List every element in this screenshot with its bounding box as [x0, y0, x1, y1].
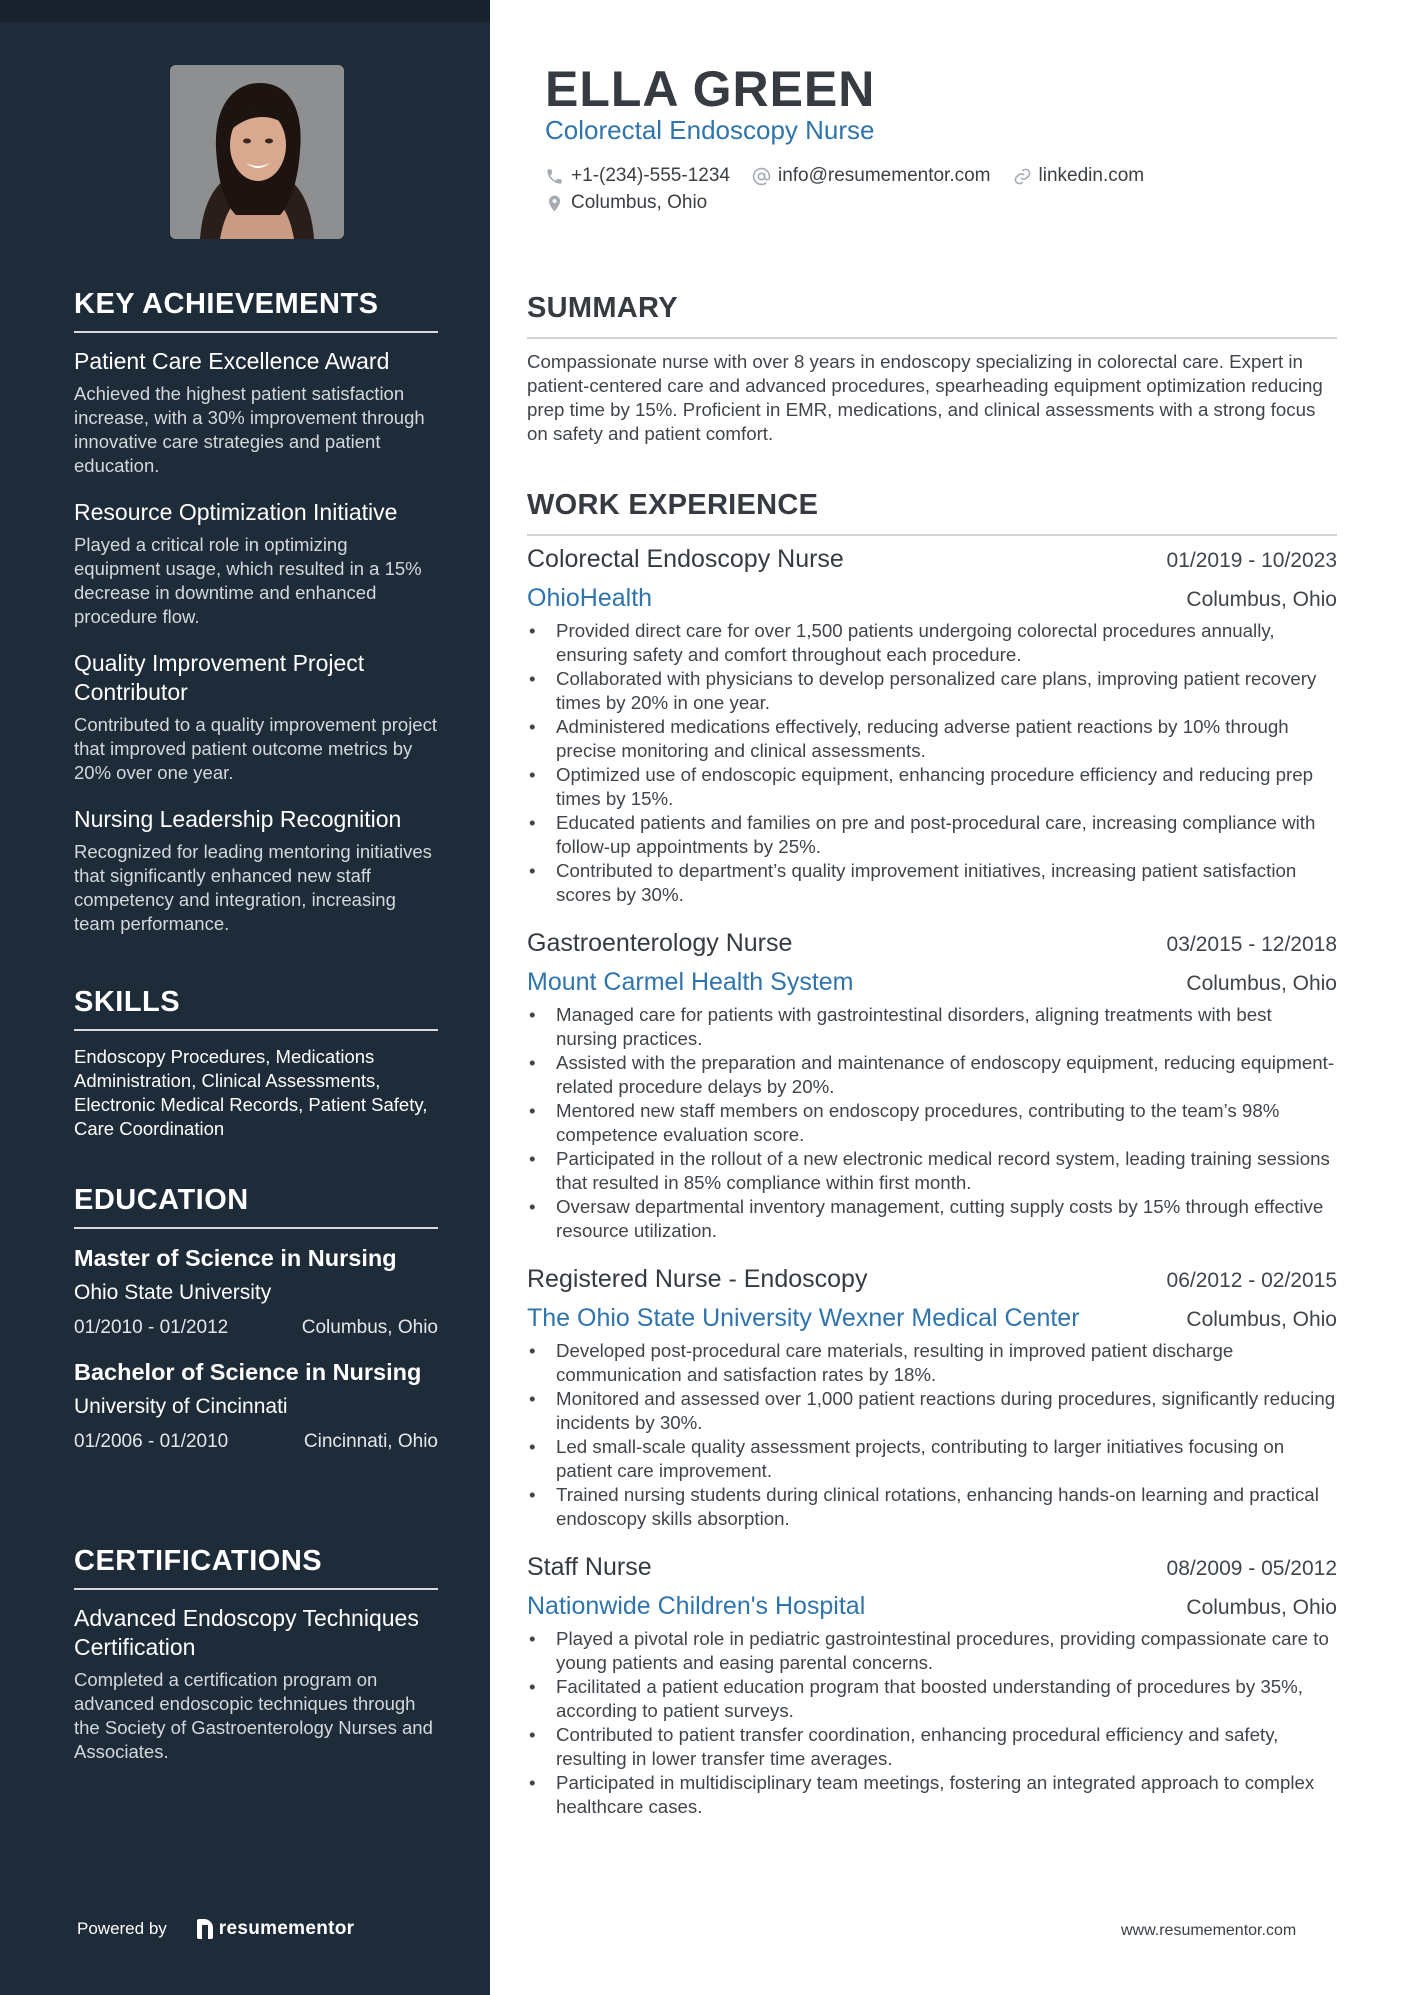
- footer-website-link[interactable]: www.resumementor.com: [1121, 1922, 1297, 1939]
- job-entry: [527, 929, 1337, 1243]
- education-dates: 01/2010 - 01/2012: [74, 1317, 229, 1338]
- profile-photo: [170, 65, 344, 239]
- education-school: University of Cincinnati: [74, 1395, 288, 1418]
- job-bullet: • Mentored new staff members on endoscopy procedures, contributing to the team’s 98% competence evaluation score.: [527, 1099, 1337, 1147]
- achievement-title: Patient Care Excellence Award: [74, 348, 390, 374]
- skills-list: Endoscopy Procedures, Medications Administration, Clinical Assessments, Electronic Medical Records, Patient Safety, Care Coordination: [74, 1046, 428, 1139]
- education-location: Columbus, Ohio: [301, 1317, 438, 1338]
- job-bullet: • Provided direct care for over 1,500 patients undergoing colorectal procedures annually, ensuring safety and comfort throughout each procedure.: [527, 619, 1337, 667]
- contact-location: [545, 192, 707, 214]
- contact-phone[interactable]: [545, 165, 730, 187]
- achievement-title: Resource Optimization Initiative: [74, 499, 398, 525]
- skills-heading: SKILLS: [74, 986, 438, 1031]
- education-degree: Master of Science in Nursing: [74, 1245, 397, 1271]
- job-bullet: • Assisted with the preparation and maintenance of endoscopy equipment, reducing equipment-related procedure delays by 20%.: [527, 1051, 1337, 1099]
- certifications-heading: CERTIFICATIONS: [74, 1545, 438, 1590]
- job-title: Registered Nurse - Endoscopy: [527, 1265, 868, 1293]
- job-bullet: • Contributed to department’s quality improvement initiatives, increasing patient satisfaction scores by 30%.: [527, 859, 1337, 907]
- job-bullet: • Collaborated with physicians to develop personalized care plans, improving patient recovery times by 20% in one year.: [527, 667, 1337, 715]
- job-location: Columbus, Ohio: [1186, 1596, 1337, 1619]
- sidebar-top-bar: [0, 0, 490, 22]
- job-dates: 03/2015 - 12/2018: [1166, 933, 1337, 956]
- job-dates: 08/2009 - 05/2012: [1166, 1557, 1337, 1580]
- key-achievements-section: [74, 288, 438, 956]
- job-bullet: • Optimized use of endoscopic equipment, enhancing procedure efficiency and reducing prep times by 15%.: [527, 763, 1337, 811]
- achievement-title: Quality Improvement Project Contributor: [74, 650, 365, 705]
- achievement-description: Recognized for leading mentoring initiatives that significantly enhanced new staff competency and integration, increasing team performance.: [74, 841, 432, 934]
- work-experience-heading: WORK EXPERIENCE: [527, 489, 1337, 536]
- certifications-section: [74, 1545, 438, 1784]
- job-bullet: • Played a pivotal role in pediatric gastrointestinal procedures, providing compassionate care to young patients and easing parental concerns.: [527, 1627, 1337, 1675]
- achievement-title: Nursing Leadership Recognition: [74, 806, 402, 832]
- job-dates: 06/2012 - 02/2015: [1166, 1269, 1337, 1292]
- education-section: [74, 1184, 438, 1471]
- job-location: Columbus, Ohio: [1186, 1308, 1337, 1331]
- job-bullet: • Monitored and assessed over 1,000 patient reactions during procedures, significantly reducing incidents by 30%.: [527, 1387, 1337, 1435]
- phone-text: +1-(234)-555-1234: [571, 165, 730, 186]
- job-bullets: [527, 1339, 1337, 1531]
- contact-location-row: [545, 192, 707, 214]
- job-bullet: • Developed post-procedural care materials, resulting in improved patient discharge communication and satisfaction rates by 18%.: [527, 1339, 1337, 1387]
- job-company: Nationwide Children's Hospital: [527, 1592, 866, 1620]
- job-company: OhioHealth: [527, 584, 653, 612]
- skills-section: [74, 986, 438, 1141]
- job-bullet: • Facilitated a patient education program that boosted understanding of procedures by 35%, according to patient surveys.: [527, 1675, 1337, 1723]
- job-bullet: • Oversaw departmental inventory management, cutting supply costs by 15% through effective resource utilization.: [527, 1195, 1337, 1243]
- job-bullets: [527, 1627, 1337, 1819]
- contact-row: [545, 165, 1144, 187]
- sidebar: [0, 0, 490, 1995]
- key-achievements-heading: KEY ACHIEVEMENTS: [74, 288, 438, 333]
- job-bullet: • Participated in the rollout of a new electronic medical record system, leading training sessions that resulted in 85% compliance within first month.: [527, 1147, 1337, 1195]
- education-degree: Bachelor of Science in Nursing: [74, 1359, 422, 1385]
- achievement-item: [74, 805, 438, 936]
- job-bullets: [527, 1003, 1337, 1243]
- summary-text: Compassionate nurse with over 8 years in endoscopy specializing in colorectal care. Expert in patient-centered care and advanced procedures, spearheading equipment optimization reducing prep time by 15%. Proficient in EMR, medications, and clinical assessments with a strong focus on safety and patient comfort.: [527, 351, 1323, 444]
- job-location: Columbus, Ohio: [1186, 588, 1337, 611]
- education-school: Ohio State University: [74, 1281, 272, 1304]
- job-bullet: • Led small-scale quality assessment projects, contributing to larger initiatives focusing on patient care improvement.: [527, 1435, 1337, 1483]
- job-title: Gastroenterology Nurse: [527, 929, 793, 957]
- candidate-role: Colorectal Endoscopy Nurse: [545, 115, 875, 145]
- powered-by-label: Powered by: [77, 1919, 167, 1938]
- job-bullet: • Contributed to patient transfer coordination, enhancing procedural efficiency and safety, resulting in lower transfer time averages.: [527, 1723, 1337, 1771]
- profile-photo-illustration: [170, 65, 344, 239]
- location-text: Columbus, Ohio: [571, 192, 708, 213]
- achievement-description: Played a critical role in optimizing equipment usage, which resulted in a 15% decrease in downtime and enhanced procedure flow.: [74, 534, 422, 627]
- powered-by: [77, 1918, 354, 1940]
- email-text: info@resumementor.com: [777, 165, 991, 186]
- link-icon: [1013, 167, 1032, 186]
- job-title: Colorectal Endoscopy Nurse: [527, 545, 844, 573]
- job-bullet: • Educated patients and families on pre and post-procedural care, increasing compliance with follow-up appointments by 25%.: [527, 811, 1337, 859]
- job-company: The Ohio State University Wexner Medical Center: [527, 1304, 1080, 1332]
- achievement-item: [74, 347, 438, 478]
- job-entry: [527, 1553, 1337, 1819]
- certification-title: Advanced Endoscopy Techniques Certification: [74, 1605, 419, 1660]
- brand-name: resumementor: [218, 1918, 355, 1939]
- education-location: Cincinnati, Ohio: [303, 1431, 438, 1452]
- education-heading: EDUCATION: [74, 1184, 438, 1229]
- achievement-description: Achieved the highest patient satisfaction increase, with a 30% improvement through innovative care strategies and patient education.: [74, 383, 425, 476]
- job-bullet: • Participated in multidisciplinary team meetings, fostering an integrated approach to complex healthcare cases.: [527, 1771, 1337, 1819]
- job-location: Columbus, Ohio: [1186, 972, 1337, 995]
- at-sign-icon: [752, 167, 771, 186]
- contact-email[interactable]: [752, 165, 991, 187]
- brand-logo-icon: [197, 1919, 213, 1939]
- achievement-item: [74, 498, 438, 629]
- achievement-item: [74, 649, 438, 785]
- job-bullet: • Managed care for patients with gastrointestinal disorders, aligning treatments with best nursing practices.: [527, 1003, 1337, 1051]
- job-entry: [527, 1265, 1337, 1531]
- phone-icon: [545, 167, 564, 186]
- job-entry: [527, 545, 1337, 907]
- contact-linkedin[interactable]: [1013, 165, 1145, 187]
- candidate-name: ELLA GREEN: [545, 61, 876, 117]
- summary-heading: SUMMARY: [527, 292, 1337, 339]
- certification-description: Completed a certification program on advanced endoscopic techniques through the Society of Gastroenterology Nurses and Associates.: [74, 1669, 433, 1762]
- education-item: [74, 1243, 438, 1339]
- education-dates: 01/2006 - 01/2010: [74, 1431, 229, 1452]
- education-item: [74, 1357, 438, 1453]
- job-bullet: • Administered medications effectively, reducing adverse patient reactions by 10% through precise monitoring and clinical assessments.: [527, 715, 1337, 763]
- job-bullet: • Trained nursing students during clinical rotations, enhancing hands-on learning and practical endoscopy skills absorption.: [527, 1483, 1337, 1531]
- job-bullets: [527, 619, 1337, 907]
- location-pin-icon: [545, 194, 564, 213]
- job-title: Staff Nurse: [527, 1553, 652, 1581]
- job-company: Mount Carmel Health System: [527, 968, 854, 996]
- achievement-description: Contributed to a quality improvement project that improved patient outcome metrics by 20% over one year.: [74, 714, 437, 783]
- linkedin-text: linkedin.com: [1038, 165, 1145, 186]
- brand-logo[interactable]: [197, 1918, 355, 1940]
- job-dates: 01/2019 - 10/2023: [1166, 549, 1337, 572]
- certification-item: [74, 1604, 438, 1764]
